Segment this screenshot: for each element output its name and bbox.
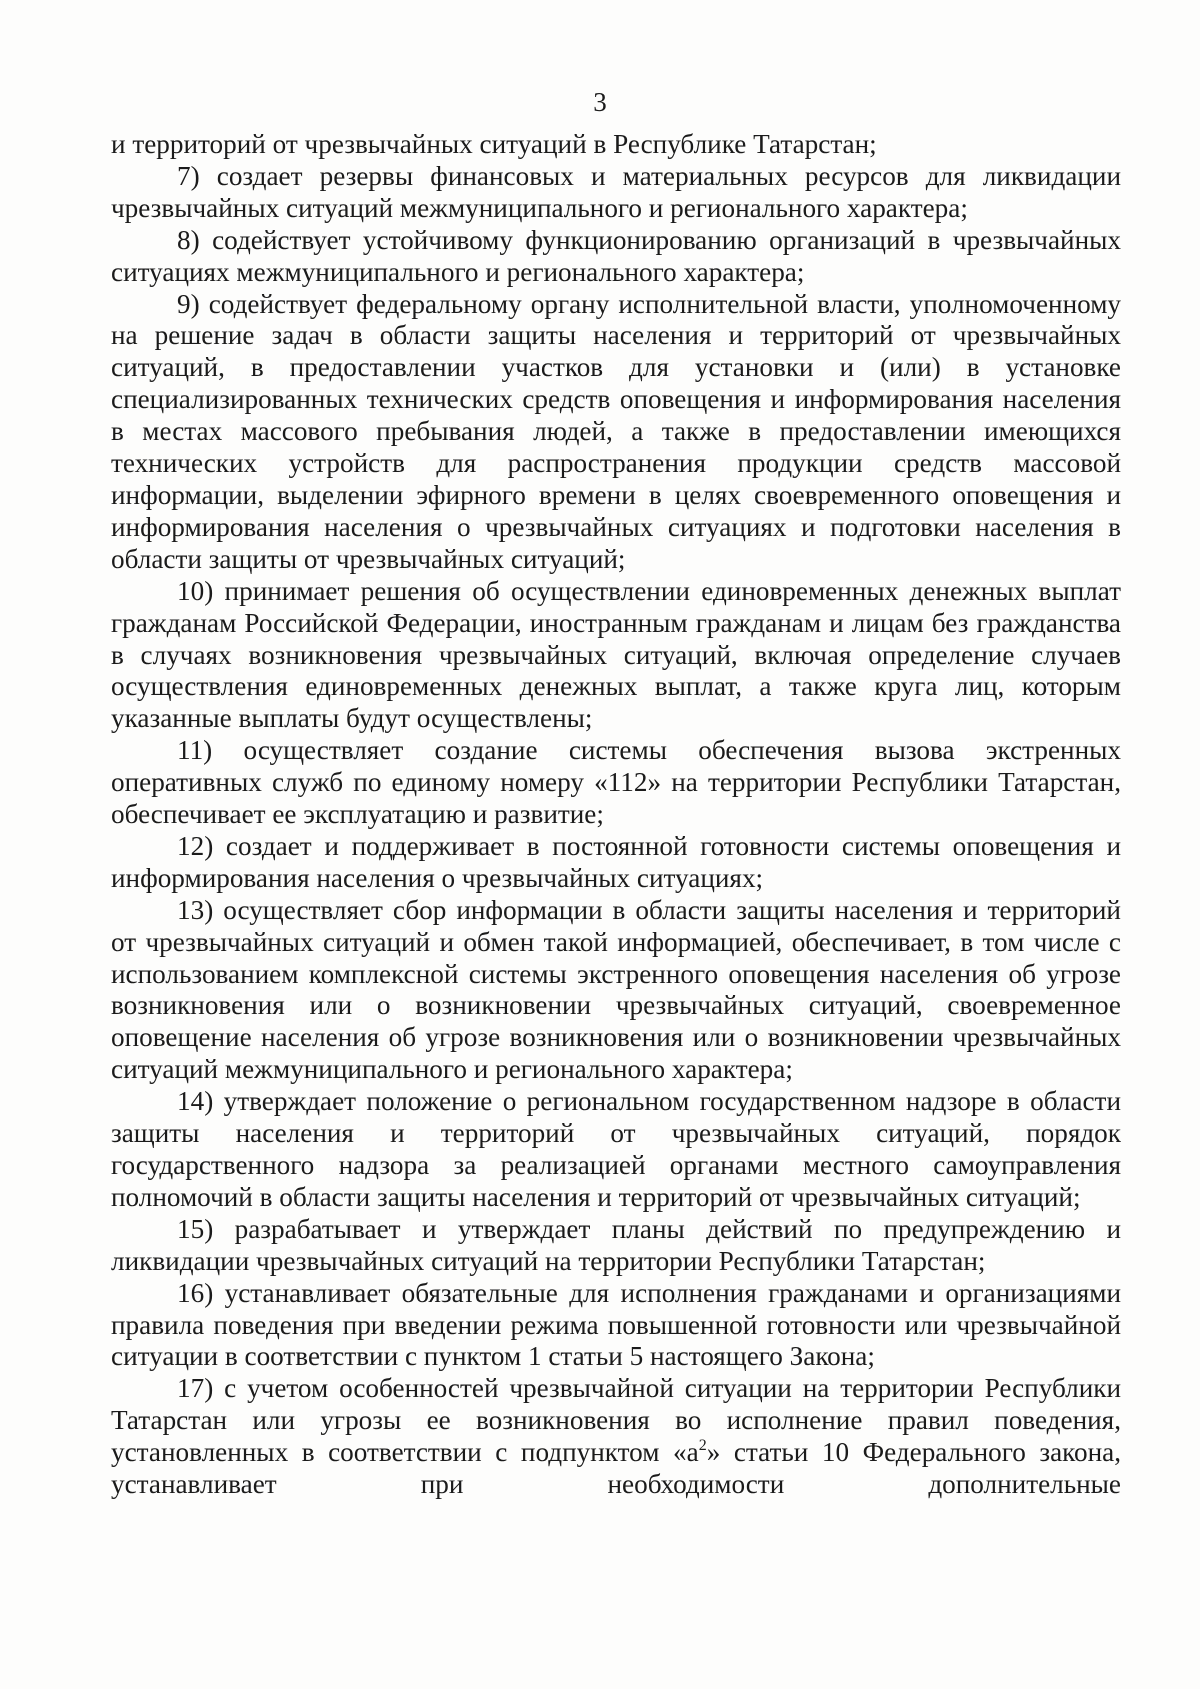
- paragraph-item-13: 13) осуществляет сбор информации в области защиты населения и территорий от чрезвычайных ситуаций и обмен такой информацией, обеспечивает, в том числе с использованием комплексной системы экстренного оповещения населения об угрозе возникновения или о возникновении чрезвычайных ситуаций, своевременное оповещение населения об угрозе возникновения или о возникновении чрезвычайных ситуаций межмуниципального и регионального характера;: [111, 894, 1121, 1085]
- superscript-2: 2: [698, 1437, 707, 1455]
- paragraph-item-16: 16) устанавливает обязательные для исполнения гражданами и организациями правила поведения при введении режима повышенной готовности или чрезвычайной ситуации в соответствии с пунктом 1 статьи 5 настоящего Закона;: [111, 1277, 1121, 1372]
- paragraph-item-10: 10) принимает решения об осуществлении единовременных денежных выплат гражданам Российской Федерации, иностранным гражданам и лицам без гражданства в случаях возникновения чрезвычайных ситуаций, включая определение случаев осуществления единовременных денежных выплат, а также круга лиц, которым указанные выплаты будут осуществлены;: [111, 575, 1121, 734]
- paragraph-item-17: [111, 1373, 1121, 1501]
- paragraph-item-12: 12) создает и поддерживает в постоянной готовности системы оповещения и информирования населения о чрезвычайных ситуациях;: [111, 830, 1121, 893]
- document-body: [111, 129, 1121, 1501]
- paragraph-item-15: 15) разрабатывает и утверждает планы действий по предупреждению и ликвидации чрезвычайных ситуаций на территории Республики Татарстан;: [111, 1213, 1121, 1276]
- page-number: 3: [593, 87, 607, 117]
- paragraph-item-14: 14) утверждает положение о региональном государственном надзоре в области защиты населения и территорий от чрезвычайных ситуаций, порядок государственного надзора за реализацией органами местного самоуправления полномочий в области защиты населения и территорий от чрезвычайных ситуаций;: [111, 1086, 1121, 1212]
- paragraph-item-9: 9) содействует федеральному органу исполнительной власти, уполномоченному на решение задач в области защиты населения и территорий от чрезвычайных ситуаций, в предоставлении участков для установки и (или) в установке специализированных технических средств оповещения и информирования населения в местах массового пребывания людей, а также в предоставлении имеющихся технических устройств для распространения продукции средств массовой информации, выделении эфирного времени в целях своевременного оповещения и информирования населения о чрезвычайных ситуациях и подготовки населения в области защиты от чрезвычайных ситуаций;: [111, 288, 1121, 574]
- paragraph-continuation: и территорий от чрезвычайных ситуаций в Республике Татарстан;: [111, 129, 877, 159]
- paragraph-item-17-part-1: 17) с учетом особенностей чрезвычайной ситуации на территории Республики Татарстан или угрозы ее возникновения во исполнение правил поведения, установленных в соответствии с подпунктом «а: [111, 1373, 1121, 1468]
- paragraph-item-11: 11) осуществляет создание системы обеспечения вызова экстренных оперативных служб по единому номеру «112» на территории Республики Татарстан, обеспечивает ее эксплуатацию и развитие;: [111, 735, 1121, 830]
- paragraph-item-17-part-2: » статьи 10 Федерального закона, устанавливает при необходимости дополнительные: [111, 1437, 1121, 1500]
- paragraph-item-7: 7) создает резервы финансовых и материальных ресурсов для ликвидации чрезвычайных ситуаций межмуниципального и регионального характера;: [111, 160, 1121, 223]
- paragraph-item-8: 8) содействует устойчивому функционированию организаций в чрезвычайных ситуациях межмуниципального и регионального характера;: [111, 224, 1121, 287]
